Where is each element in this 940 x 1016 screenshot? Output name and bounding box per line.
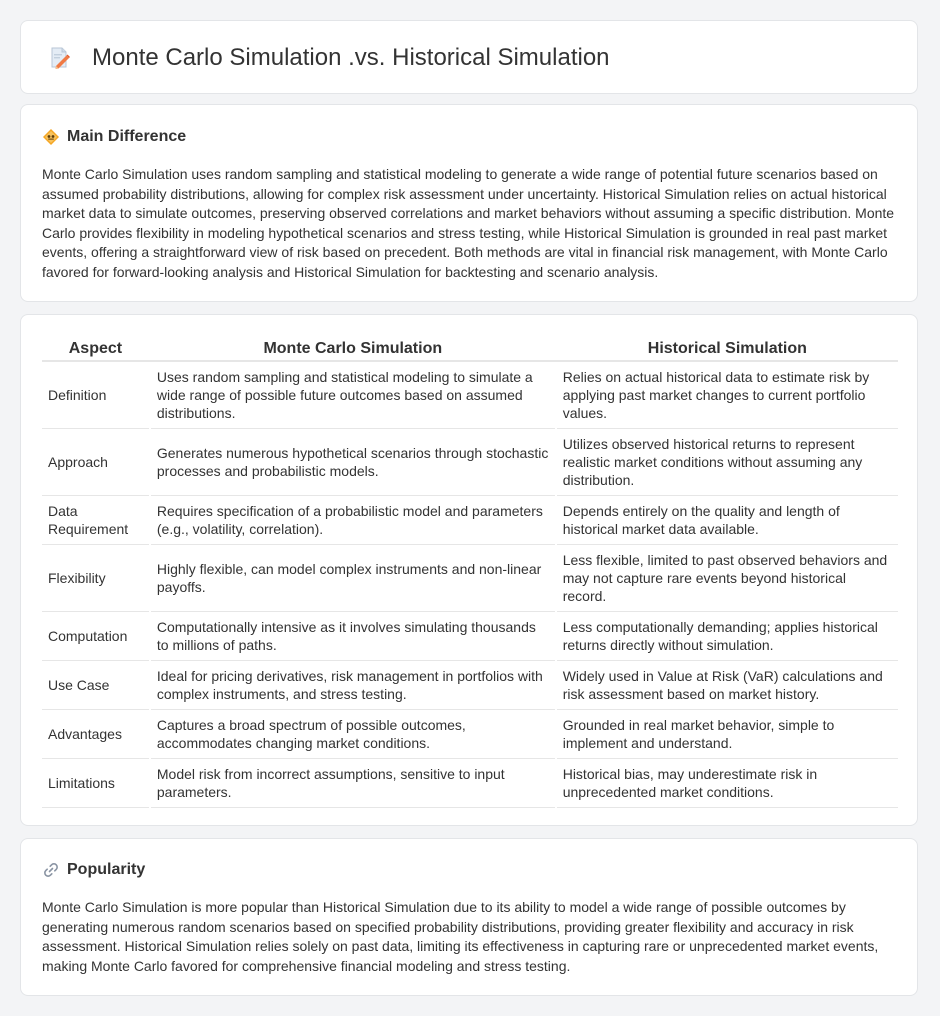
row-aspect: Computation [42,611,150,660]
popularity-section [20,838,918,996]
row-historical: Relies on actual historical data to estimate risk by applying past market changes to current portfolio values. [556,361,898,428]
row-historical: Depends entirely on the quality and length of historical market data available. [556,495,898,544]
table-row [42,544,898,611]
table-header-row [42,336,898,361]
link-icon [42,861,60,879]
row-aspect: Use Case [42,660,150,709]
header-card [20,20,918,94]
table-row [42,611,898,660]
row-monte-carlo: Highly flexible, can model complex instruments and non-linear payoffs. [150,544,556,611]
header-monte-carlo: Monte Carlo Simulation [150,336,556,361]
row-historical: Less flexible, limited to past observed behaviors and may not capture rare events beyond historical record. [556,544,898,611]
page-title: Monte Carlo Simulation .vs. Historical Simulation [92,44,610,71]
row-aspect: Definition [42,361,150,428]
row-aspect: Limitations [42,758,150,807]
main-difference-title: Main Difference [67,128,187,145]
table-row [42,495,898,544]
header-historical: Historical Simulation [556,336,898,361]
row-historical: Widely used in Value at Risk (VaR) calculations and risk assessment based on market history. [556,660,898,709]
row-monte-carlo: Computationally intensive as it involves simulating thousands to millions of paths. [150,611,556,660]
table-row [42,758,898,807]
comparison-table [42,336,898,808]
table-row [42,428,898,495]
row-aspect: Flexibility [42,544,150,611]
row-monte-carlo: Ideal for pricing derivatives, risk management in portfolios with complex instruments, and stress testing. [150,660,556,709]
main-difference-section [20,104,918,302]
row-monte-carlo: Requires specification of a probabilistic model and parameters (e.g., volatility, correlation). [150,495,556,544]
popularity-heading [42,861,145,879]
row-aspect: Approach [42,428,150,495]
row-aspect: Data Requirement [42,495,150,544]
row-historical: Less computationally demanding; applies historical returns directly without simulation. [556,611,898,660]
row-historical: Grounded in real market behavior, simple to implement and understand. [556,709,898,758]
main-difference-heading [42,128,186,146]
row-historical: Historical bias, may underestimate risk in unprecedented market conditions. [556,758,898,807]
diamond-icon [42,128,60,146]
popularity-text: Monte Carlo Simulation is more popular than Historical Simulation due to its ability to model a wide range of possible outcomes by generating numerous random scenarios based on specified probability distributions, providing greater flexibility and accuracy in risk assessment. Historical Simulation relies solely on past data, limiting its effectiveness in capturing rare or unprecedented market events, making Monte Carlo favored for comprehensive financial modeling and stress testing. [42,899,879,974]
row-aspect: Advantages [42,709,150,758]
table-row [42,361,898,428]
main-difference-text: Monte Carlo Simulation uses random sampling and statistical modeling to generate a wide range of potential future scenarios based on assumed probability distributions, allowing for complex risk assessment under uncertainty. Historical Simulation relies on actual historical market data to simulate outcomes, preserving observed correlations and market behaviors without assuming a specific distribution. Monte Carlo provides flexibility in modeling hypothetical scenarios and stress testing, while Historical Simulation is grounded in real past market events, offering a straightforward view of risk based on precedent. Both methods are vital in financial risk management, with Monte Carlo favored for forward-looking analysis and Historical Simulation for backtesting and scenario analysis. [42,166,895,280]
row-monte-carlo: Captures a broad spectrum of possible outcomes, accommodates changing market conditions. [150,709,556,758]
row-monte-carlo: Generates numerous hypothetical scenarios through stochastic processes and probabilistic models. [150,428,556,495]
table-row [42,660,898,709]
comparison-section [20,314,918,826]
row-monte-carlo: Model risk from incorrect assumptions, sensitive to input parameters. [150,758,556,807]
header-aspect: Aspect [42,336,150,361]
row-monte-carlo: Uses random sampling and statistical modeling to simulate a wide range of possible future outcomes based on assumed distributions. [150,361,556,428]
document-pencil-icon [47,46,71,70]
row-historical: Utilizes observed historical returns to represent realistic market conditions without assuming any distribution. [556,428,898,495]
table-row [42,709,898,758]
popularity-title: Popularity [67,861,146,878]
